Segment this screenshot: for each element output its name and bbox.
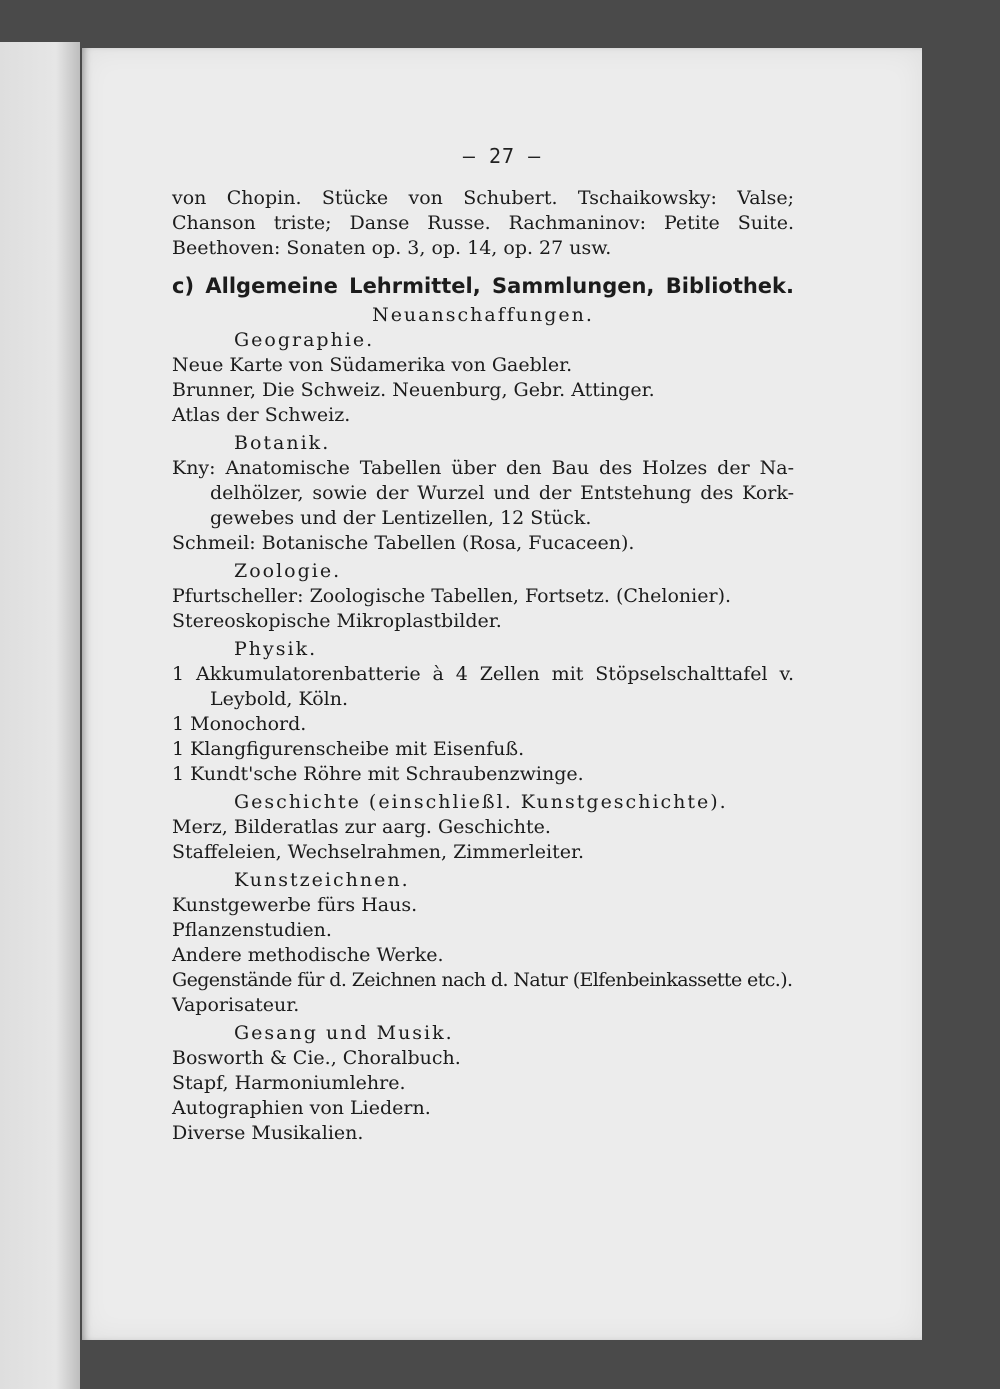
section-heading: c) Allgemeine Lehrmittel, Sammlungen, Bibliothek. — [172, 274, 794, 298]
list-item: 1 Kundt'sche Röhre mit Schraubenzwinge. — [172, 763, 584, 785]
list-item: Brunner, Die Schweiz. Neuenburg, Gebr. Attinger. — [172, 379, 655, 401]
category-title-geschichte: Geschichte (einschließl. Kunstgeschichte). — [234, 791, 728, 813]
list-item: Staffeleien, Wechselrahmen, Zimmerleiter. — [172, 841, 585, 863]
intro-line: Chanson triste; Danse Russe. Rachmaninov: Petite Suite. — [172, 212, 794, 234]
page-number: — 27 — — [462, 144, 542, 168]
list-item: Neue Karte von Südamerika von Gaebler. — [172, 354, 573, 376]
intro-line: von Chopin. Stücke von Schubert. Tschaikowsky: Valse; — [172, 187, 794, 209]
list-item: Schmeil: Botanische Tabellen (Rosa, Fucaceen). — [172, 532, 635, 554]
page-content — [172, 186, 794, 1146]
facing-page-edge — [0, 42, 80, 1389]
category-title-botanik: Botanik. — [234, 432, 331, 454]
list-item: Pfurtscheller: Zoologische Tabellen, Fortsetz. (Chelonier). — [172, 585, 732, 607]
list-item: Pflanzenstudien. — [172, 919, 332, 941]
category-title-kunstzeichnen: Kunstzeichnen. — [234, 869, 410, 891]
list-item: Stereoskopische Mikroplastbilder. — [172, 610, 502, 632]
list-item: Atlas der Schweiz. — [172, 404, 351, 426]
list-item: 1 Klangfigurenscheibe mit Eisenfuß. — [172, 738, 525, 760]
list-item: Stapf, Harmoniumlehre. — [172, 1072, 406, 1094]
list-item-continuation: Leybold, Köln. — [210, 688, 348, 710]
list-item: Merz, Bilderatlas zur aarg. Geschichte. — [172, 816, 551, 838]
list-item: Vaporisateur. — [172, 994, 300, 1016]
category-title-physik: Physik. — [234, 638, 318, 660]
list-item: 1 Monochord. — [172, 713, 307, 735]
list-item: Kunstgewerbe fürs Haus. — [172, 894, 418, 916]
list-item-continuation: delhölzer, sowie der Wurzel und der Entstehung des Kork- — [210, 482, 794, 504]
list-item: Andere methodische Werke. — [172, 944, 444, 966]
section-subheading: Neuanschaffungen. — [372, 304, 594, 326]
list-item-continuation: gewebes und der Lentizellen, 12 Stück. — [210, 507, 592, 529]
list-item: Kny: Anatomische Tabellen über den Bau des Holzes der Na- — [172, 457, 794, 479]
intro-line: Beethoven: Sonaten op. 3, op. 14, op. 27 usw. — [172, 237, 612, 259]
list-item: 1 Akkumulatorenbatterie à 4 Zellen mit Stöpselschalttafel v. — [172, 663, 794, 685]
category-title-geographie: Geographie. — [234, 329, 375, 351]
list-item: Bosworth & Cie., Choralbuch. — [172, 1047, 461, 1069]
list-item: Gegenstände für d. Zeichnen nach d. Natur (Elfenbeinkassette etc.). — [172, 969, 793, 991]
category-title-gesang: Gesang und Musik. — [234, 1022, 454, 1044]
list-item: Diverse Musikalien. — [172, 1122, 364, 1144]
list-item: Autographien von Liedern. — [172, 1097, 431, 1119]
book-page — [82, 48, 922, 1340]
category-title-zoologie: Zoologie. — [234, 560, 342, 582]
